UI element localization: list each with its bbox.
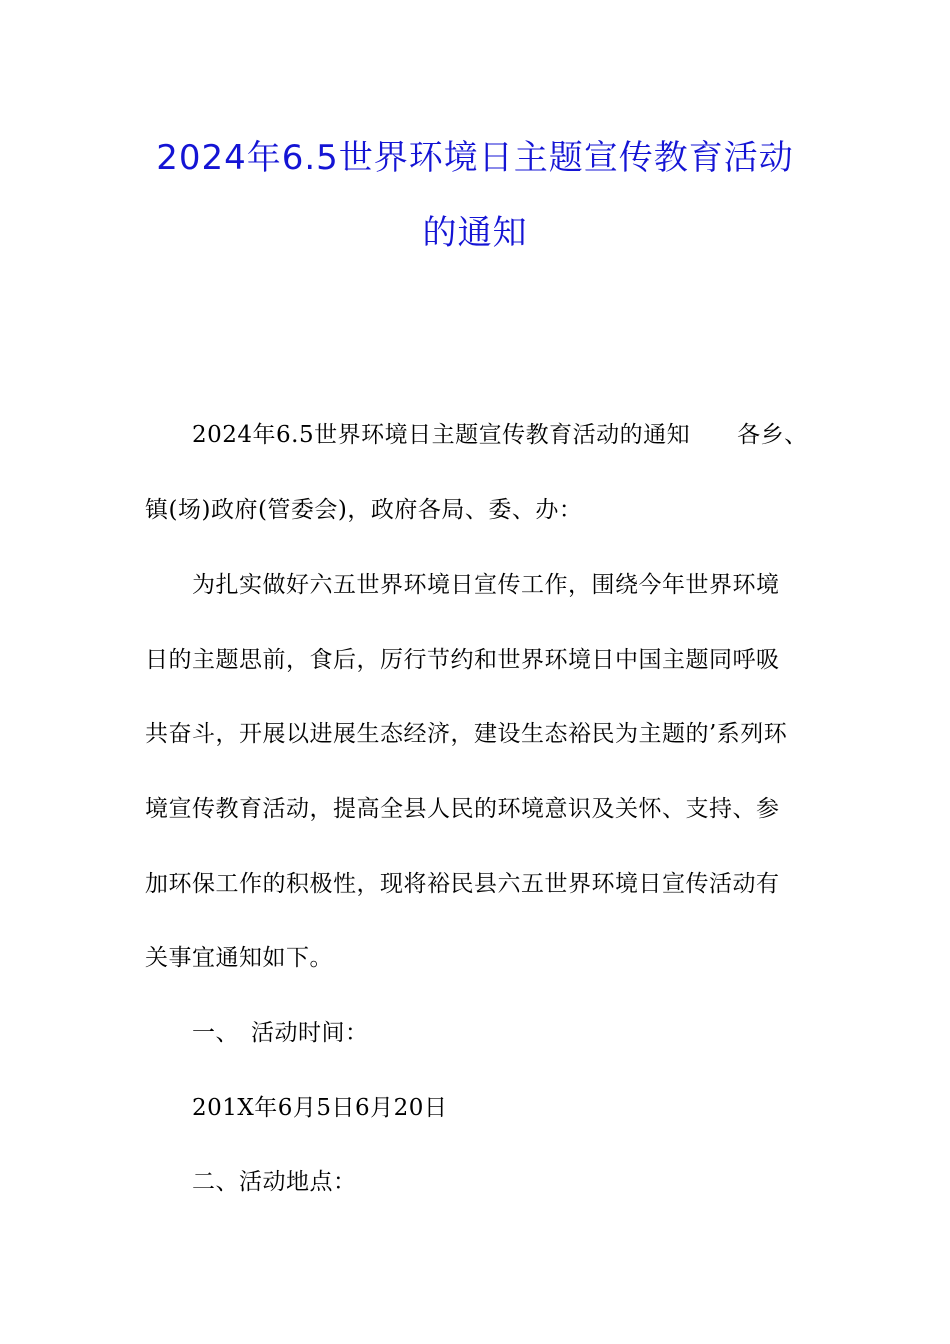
paragraph-line-5: 共奋斗，开展以进展生态经济，建设生态裕民为主题的’系列环 — [145, 721, 788, 747]
paragraph-line-1: 2024年6.5世界环境日主题宣传教育活动的通知 各乡、 — [192, 422, 808, 448]
paragraph-line-6: 境宣传教育活动，提高全县人民的环境意识及关怀、支持、参 — [145, 796, 780, 822]
section-heading-time: 一、 活动时间： — [192, 1020, 369, 1046]
paragraph-line-4: 日的主题思前，食后，厉行节约和世界环境日中国主题同呼吸 — [145, 647, 780, 673]
section-heading-location: 二、活动地点： — [192, 1169, 357, 1195]
section-time-value: 201X年6月5日6月20日 — [192, 1095, 448, 1121]
paragraph-line-2: 镇(场)政府(管委会)，政府各局、委、办： — [145, 497, 583, 523]
paragraph-line-3: 为扎实做好六五世界环境日宣传工作，围绕今年世界环境 — [192, 572, 780, 598]
document-title-line-1: 2024年6.5世界环境日主题宣传教育活动 — [156, 138, 794, 178]
document-title-line-2: 的通知 — [422, 213, 528, 253]
paragraph-line-7: 加环保工作的积极性，现将裕民县六五世界环境日宣传活动有 — [145, 871, 780, 897]
paragraph-line-8: 关事宜通知如下。 — [145, 945, 333, 971]
